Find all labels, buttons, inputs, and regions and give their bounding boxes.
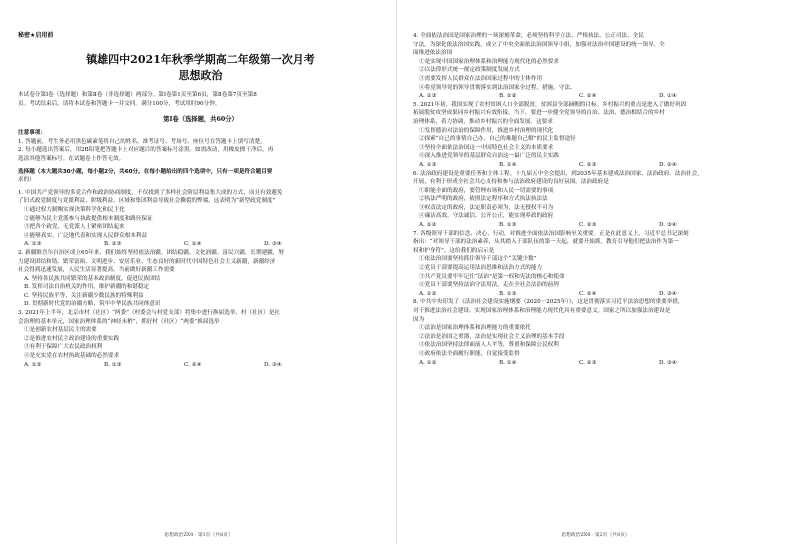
choice-b: B. ②③	[104, 241, 122, 248]
notice-line: 2. 每小题选出答案后，用2B铅笔把答题卡上对应题目的答案标号涂黑。如需改动，用橡皮擦干净后，再	[18, 147, 274, 154]
option: ①职能全面的政府，要管理市场和人民一切需要的事项	[419, 187, 554, 194]
question-stem: 对于推进法治社会建设、实现国家治理体系和治理能力现代化具有重要意义。国家之所以加强法治建设是	[413, 308, 671, 314]
choice-d: D. ③④	[659, 290, 677, 297]
choice-a: A. ①③	[419, 93, 437, 100]
choice-b: B. ①③	[499, 290, 517, 297]
question-3	[18, 309, 383, 369]
question-1	[18, 189, 383, 249]
question-stem: 2. 新疆维吾尔自治区成立65年来，我们始终坚持依法治疆、团结稳疆、文化润疆、富民兴疆、长期建疆，努	[18, 249, 284, 256]
choice-b: B. ①④	[499, 161, 517, 168]
exam-subject: 思想政治	[178, 69, 223, 82]
choice-d: D. ③④	[264, 361, 282, 368]
choice-d: D. ③④	[659, 222, 677, 229]
intro-block	[18, 91, 383, 108]
question-stem: 5. 2021年初，我国实现了农村贫困人口全部脱贫，贫困县全部摘帽的目标。乡村振兴的重点是进入了做好巩固	[413, 101, 687, 108]
option: ④党员干部要坚持法治守法用法，走在全社会法治的前列	[419, 282, 559, 289]
question-stem: 7. 各级领导干部的信念、决心、行动，对推进全面依法治国影响至关重要。正是在此意义上，习近平总书记深刻	[413, 230, 689, 237]
option: ③权责法定的政府，法定职责必须为，法无授权不可为	[419, 204, 554, 211]
option: ②是推进农村民主政治建设的重要实践	[24, 335, 120, 342]
intro-line: 页。考试结束后，请将本试卷和答题卡一并交回。满分100分，考试用时90分钟。	[18, 100, 221, 107]
option: ②以法律形式统一规定政策制度发展方式	[419, 67, 520, 74]
option: ②能够为民主党派参与执政提供根本制度和路径保证	[24, 215, 153, 222]
answer-choices	[413, 161, 776, 170]
choice-a: A. ①②	[419, 359, 437, 366]
option: ②探索“自己的事情自己办、自己的难题自己解”的民主监督途径	[419, 136, 576, 143]
question-stem: 守法。为深化依法治国实践，成立了中央全面依法治国领导小组，加强对法治中国建设的统一领导。全	[413, 41, 665, 48]
answer-choices	[413, 359, 776, 368]
option: ③依法治国坚持法律面前人人平等，尊重和保障公民权利	[419, 342, 559, 349]
question-stem: 权和护身符”。这给我们的启示是	[413, 247, 495, 254]
answer-choices	[18, 240, 383, 249]
choice-b: B. ①④	[499, 359, 517, 366]
choice-c: C. ②④	[184, 361, 202, 368]
choice-a: A. ①②	[24, 361, 42, 368]
option: ①是创新农村基层民主的需要	[24, 327, 97, 334]
choice-b: B. ①②	[499, 93, 517, 100]
option: ①是实现中国国家治理体系和治理能力现代化的必然要求	[419, 58, 559, 65]
exam-title: 镇雄四中2021年秋季学期高二年级第一次月考	[86, 53, 315, 66]
choice-b: B. ①③	[499, 222, 517, 229]
section-instruction	[18, 168, 383, 177]
option: ④将党领导党的领导贯彻落实到法治国家全过程。措施、守法、	[419, 84, 576, 91]
choice-a: A. ①③	[24, 241, 42, 248]
option: ①法治是国家治理体系和治理能力的重要依托	[419, 325, 531, 332]
option: ③有利于保障广大农民政治权利	[24, 344, 103, 351]
choice-c: C. ①④	[184, 241, 202, 248]
option: ①通过权力制衡实现决策科学化和民主化	[24, 206, 125, 213]
option: ③坚持全面依法治国这一中国特色社会主义的本质要求	[419, 144, 554, 151]
choice-d: D. ①④	[659, 93, 677, 100]
choice-c: C. ②④	[579, 93, 597, 100]
notice-line: 选涂其他答案标号。在试题卷上作答无效。	[18, 155, 125, 162]
question-7	[413, 230, 776, 299]
section-instruction-2: 求的）	[18, 177, 35, 184]
option: ④廉洁高效、守法诚信、公开公正，能实现养政的政府	[419, 213, 554, 220]
question-stem: 指出：“对领导干部的法治素养，从其踏入干部队伍的第一天起，就要开始抓，教育引导他们把法治作为第一	[413, 239, 679, 246]
choice-c: C. ②③	[579, 222, 597, 229]
section-heading: 第Ⅰ卷（选择题，共60分）	[163, 116, 238, 124]
answer-choices	[413, 92, 776, 101]
question-stem: 会治理的基本单元，国家治理体系的“神经末梢”，抓好村（社区）“两委”换届选举	[18, 318, 220, 325]
answer-choices	[18, 361, 383, 370]
question-stem: 8. 中共中央印发了《法治社会建设实施纲要（2020－2025年）》，这是贯彻落实习近平法治思想的重要举措，	[413, 299, 684, 306]
question-stem: 了旧式政党制度与党派利益、阶级利益、区域和集团利益导致社会撕裂的弊端。这表明为“新型政党制度”	[18, 198, 276, 205]
option: ③把各个政党、无党派人士紧密团结起来	[24, 224, 125, 231]
secret-label: 秘密★启用前	[18, 32, 54, 39]
option: ②执法严明的政府，依照法定程序和方式执法执法法	[419, 196, 548, 203]
option: ③共产党员要牢牢记住“法治”是第一权和宪法的核心和使命	[419, 273, 565, 280]
question-stem: 社会得到迅速发展，人民生活显著提高。当前做好新疆工作需要	[18, 267, 175, 274]
option: A. 坚持各民族共同繁荣的基本政治制度，促进民族团结	[24, 275, 161, 282]
section-instruction-text: 选择题（本大题共30小题，每小题2分，共60分。在每小题给出的四个选项中，只有一项是符合题目要	[18, 168, 273, 175]
choice-c: C. ②④	[579, 290, 597, 297]
option: ④深入推进党领导的基层群众自治这一最广泛的民主实践	[419, 153, 559, 160]
option: C. 坚持民族平等，关注新疆少数民族的特殊利益	[24, 292, 144, 299]
question-5	[413, 101, 776, 170]
choice-c: C. ②③	[579, 359, 597, 366]
choice-d: D. ②④	[659, 161, 677, 168]
choice-d: D. ③④	[264, 241, 282, 248]
choice-a: A. ①②	[419, 290, 437, 297]
question-stem: 拓展脱贫攻坚成果同乡村振兴有效衔接。当下，要进一步健全党领导的自治、法治、德治相结合的乡村	[413, 110, 665, 117]
option: ④能够真实、广泛地代表和实现人民群众根本利益	[24, 232, 148, 239]
question-stem: 力建设团结和谐、繁荣富裕、文明进步、安居乐业、生态良好的新时代中国特色社会主义新疆，新疆经济	[18, 258, 276, 265]
intro-line: 本试卷分第Ⅰ卷（选择题）和第Ⅱ卷（非选择题）两部分。第Ⅰ卷第1页至第6页，第Ⅱ卷第7页至第8	[18, 92, 257, 98]
option: ②法治是治国之重器，法治是实现社会主义治理的基本手段	[419, 333, 565, 340]
option: B. 发挥司法自治机关的作用，维护新疆的和谐稳定	[24, 284, 150, 291]
question-stem: 4. 全面依法治国是国家治理的一场深刻革命，必须坚持科学立法、严格执法、公正司法、全民	[413, 33, 644, 39]
question-2	[18, 249, 383, 309]
question-stem: 面推进依法治国	[413, 50, 453, 57]
question-4	[413, 32, 776, 101]
page-footer: 思想政治ZX4 · 第2页（共8页）	[561, 533, 630, 538]
question-stem: 治理体系，着力协调，推动乡村振兴的全面发展。这要求	[413, 118, 553, 125]
notice-line: 1. 答题前，考生务必用黑色碳素笔将自己的姓名、准考证号、考场号、座位号在答题卡上填写清楚。	[18, 138, 266, 145]
choice-a: A. ①③	[419, 161, 437, 168]
option: ①发挥德治对法治的保障作用，推进乡村治理的现代化	[419, 127, 554, 134]
question-stem: 6. 法治政府建设是重要任务和主体工程。十九届五中全会提出，到2035年基本建成法治国家、法治政府、法治社会，	[413, 170, 703, 177]
answer-choices	[413, 290, 776, 299]
option: D. 贯彻新时代党的治疆方略，筑牢中华民族共同体意识	[24, 301, 161, 308]
choice-c: C. ②③	[579, 161, 597, 168]
page-footer: 思想政治ZX4 · 第1页（共8页）	[164, 533, 233, 538]
choice-a: A. ①②	[419, 222, 437, 229]
option: ②党员干部要提高运用法治思维和法治方式的能力	[419, 265, 543, 272]
question-stem: 因为	[413, 316, 425, 323]
question-stem: 3. 2021年上半年，北京市村（社区）“两委”（村委会与村党支部）将集中进行换届选举。村（社区）是社	[18, 310, 281, 317]
choice-b: B. ①③	[104, 361, 122, 368]
option: ①依法治国要坚持抓住领导干部这个“关键少数”	[419, 256, 537, 263]
question-stem: 开展，有利于形成全社会共心支持和参与法治政府建设的良好氛围。法治政府是	[413, 179, 609, 186]
option: ④是充实党在农村执政基础的必然要求	[24, 353, 120, 360]
choice-d: D. ③④	[659, 359, 677, 366]
question-8	[413, 298, 776, 367]
notice-title: 注意事项：	[18, 130, 46, 137]
question-stem: 1. 中国共产党领导的多党合作和政治协商制度，不仅找到了多样社会阶层利益集大成的方式，而且有效避免	[18, 189, 283, 196]
answer-choices	[413, 221, 776, 230]
option: ③需要发挥人民群众在法治国家过程中的主体作用	[419, 75, 543, 82]
question-6	[413, 170, 776, 230]
option: ④政府依法全面履行职能，自觉接受监督	[419, 350, 520, 357]
right-page	[397, 0, 794, 544]
